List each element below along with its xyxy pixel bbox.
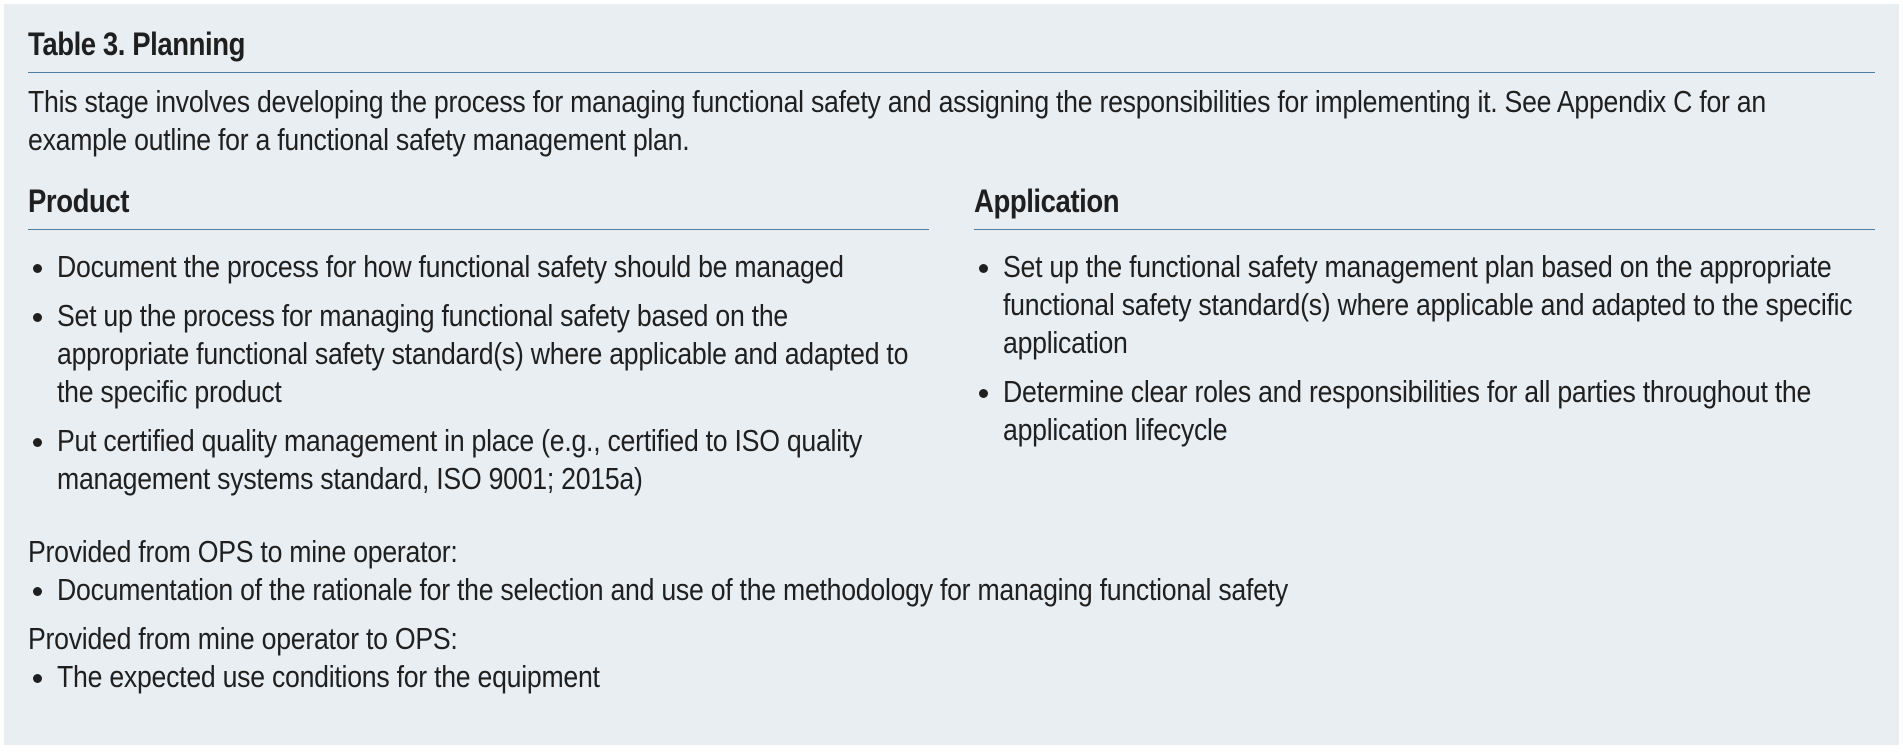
product-heading: Product	[28, 183, 129, 219]
application-heading: Application	[974, 183, 1120, 219]
list-item: Set up the process for managing functional safety based on the appropriate functional safety standard(s) where applicable and adapted to the specific product	[28, 297, 929, 411]
operator-to-ops-list	[28, 658, 1875, 696]
application-divider	[974, 229, 1875, 230]
intro-paragraph: This stage involves developing the process for managing functional safety and assigning the responsibilities for implementing it. See Appendix C for an example outline for a functional safety management plan.	[28, 84, 1766, 157]
operator-to-ops-heading: Provided from mine operator to OPS:	[28, 621, 458, 656]
list-item: The expected use conditions for the equipment	[28, 658, 1875, 696]
ops-to-operator-list	[28, 571, 1875, 609]
columns	[28, 179, 1875, 509]
list-item: Set up the functional safety management plan based on the appropriate functional safety standard(s) where applicable and adapted to the specific application	[974, 248, 1875, 362]
product-list	[28, 248, 929, 498]
table-panel	[4, 4, 1899, 745]
list-item: Documentation of the rationale for the selection and use of the methodology for managing functional safety	[28, 571, 1875, 609]
ops-to-operator-heading: Provided from OPS to mine operator:	[28, 534, 458, 569]
product-column	[28, 179, 929, 509]
list-item: Document the process for how functional safety should be managed	[28, 248, 929, 286]
application-column	[974, 179, 1875, 509]
title-divider	[28, 72, 1875, 73]
list-item: Put certified quality management in place (e.g., certified to ISO quality management systems standard, ISO 9001; 2015a)	[28, 422, 929, 498]
table-title: Table 3. Planning	[28, 26, 245, 62]
product-divider	[28, 229, 929, 230]
application-list	[974, 248, 1875, 449]
list-item: Determine clear roles and responsibilities for all parties throughout the application lifecycle	[974, 373, 1875, 449]
